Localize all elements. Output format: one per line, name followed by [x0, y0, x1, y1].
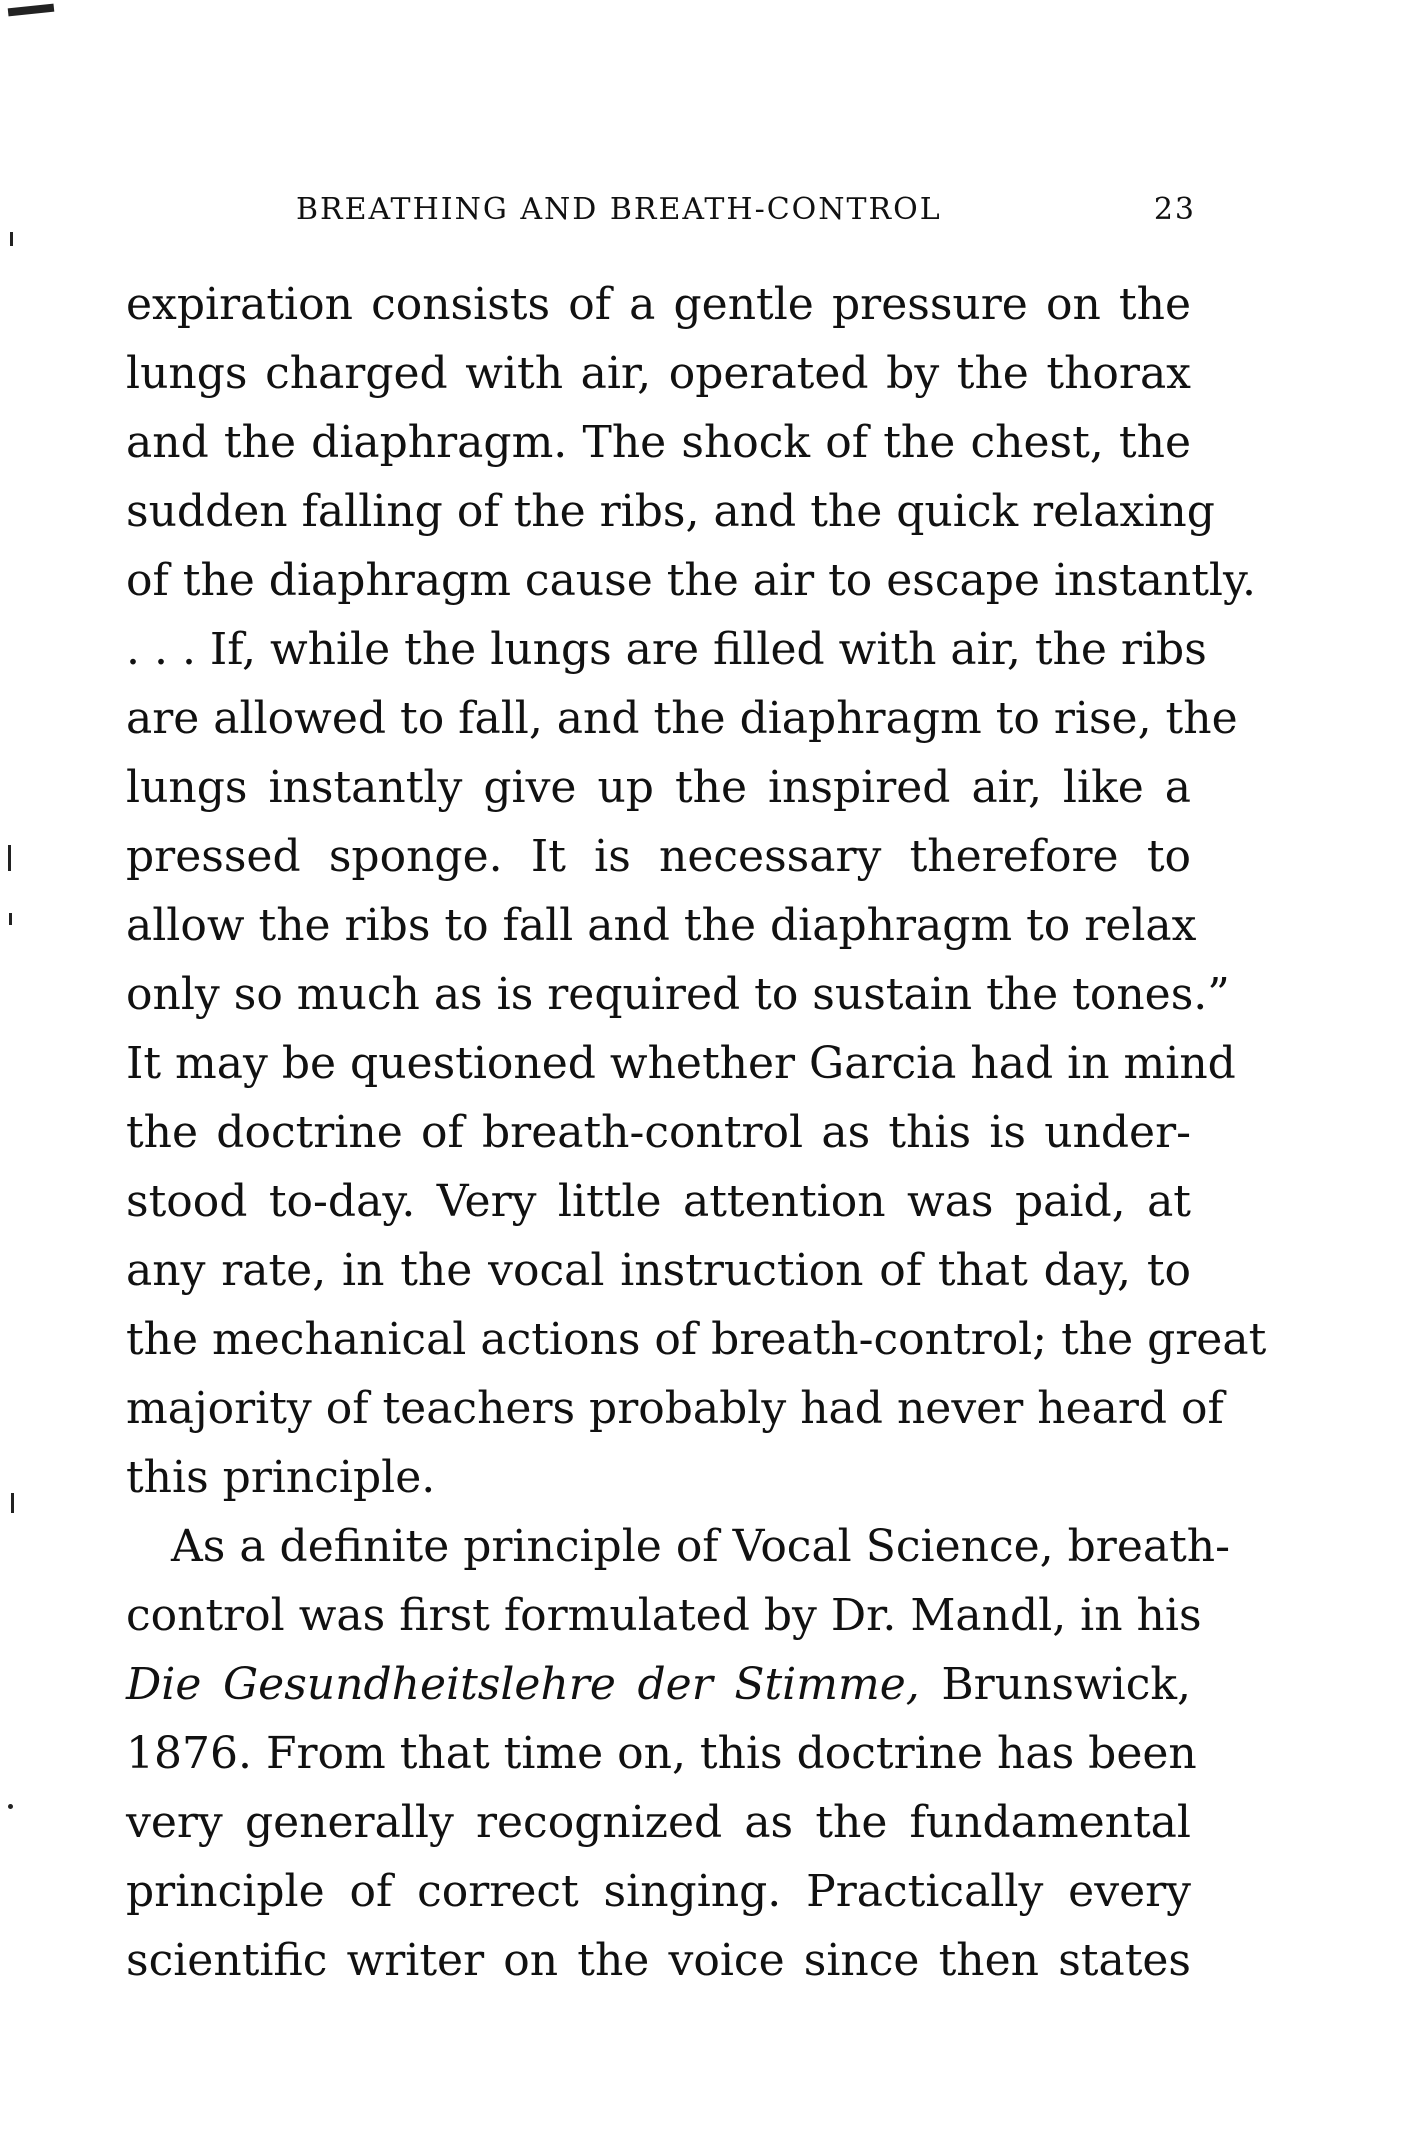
text-line-with-title — [126, 1650, 1191, 1719]
text-line: lungs instantly give up the inspired air, like a — [126, 762, 1191, 813]
running-head — [296, 192, 1196, 232]
margin-dot — [8, 1804, 13, 1809]
book-title: Die Gesundheitslehre der Stimme, — [126, 1659, 920, 1710]
running-title: BREATHING AND BREATH-CONTROL — [296, 192, 942, 227]
text-line: control was first formulated by Dr. Mandl, in his — [126, 1590, 1202, 1641]
text-line: this principle. — [126, 1452, 436, 1503]
text-line: the doctrine of breath-control as this is under- — [126, 1107, 1191, 1158]
text-line: . . . If, while the lungs are filled with air, the ribs — [126, 624, 1207, 675]
text-line: pressed sponge. It is necessary therefore to — [126, 831, 1191, 882]
text-line: scientific writer on the voice since then states — [126, 1935, 1191, 1986]
text-line: of the diaphragm cause the air to escape instantly. — [126, 555, 1256, 606]
text-line: stood to-day. Very little attention was paid, at — [126, 1176, 1191, 1227]
text-line: lungs charged with air, operated by the thorax — [126, 348, 1191, 399]
text-line: principle of correct singing. Practically every — [126, 1866, 1191, 1917]
text-line: expiration consists of a gentle pressure on the — [126, 279, 1191, 330]
text-fragment: Brunswick, — [919, 1659, 1191, 1710]
text-line: sudden falling of the ribs, and the quick relaxing — [126, 486, 1215, 537]
margin-tick — [9, 913, 12, 925]
scan-speck — [8, 4, 55, 17]
margin-tick — [8, 845, 11, 871]
text-line: are allowed to fall, and the diaphragm to rise, the — [126, 693, 1238, 744]
page-number: 23 — [1153, 192, 1196, 227]
text-line: very generally recognized as the fundamental — [126, 1797, 1191, 1848]
text-line: the mechanical actions of breath-control; the great — [126, 1314, 1267, 1365]
margin-tick — [10, 232, 13, 246]
text-line: allow the ribs to fall and the diaphragm to relax — [126, 900, 1197, 951]
text-line: It may be questioned whether Garcia had in mind — [126, 1038, 1236, 1089]
text-line: As a definite principle of Vocal Science, breath- — [171, 1521, 1230, 1572]
text-line: any rate, in the vocal instruction of that day, to — [126, 1245, 1191, 1296]
body-text — [126, 270, 1267, 1995]
text-line: 1876. From that time on, this doctrine has been — [126, 1728, 1197, 1779]
margin-tick — [11, 1493, 14, 1513]
text-line: and the diaphragm. The shock of the chest, the — [126, 417, 1191, 468]
text-line: majority of teachers probably had never heard of — [126, 1383, 1224, 1434]
text-line: only so much as is required to sustain the tones.” — [126, 969, 1230, 1020]
